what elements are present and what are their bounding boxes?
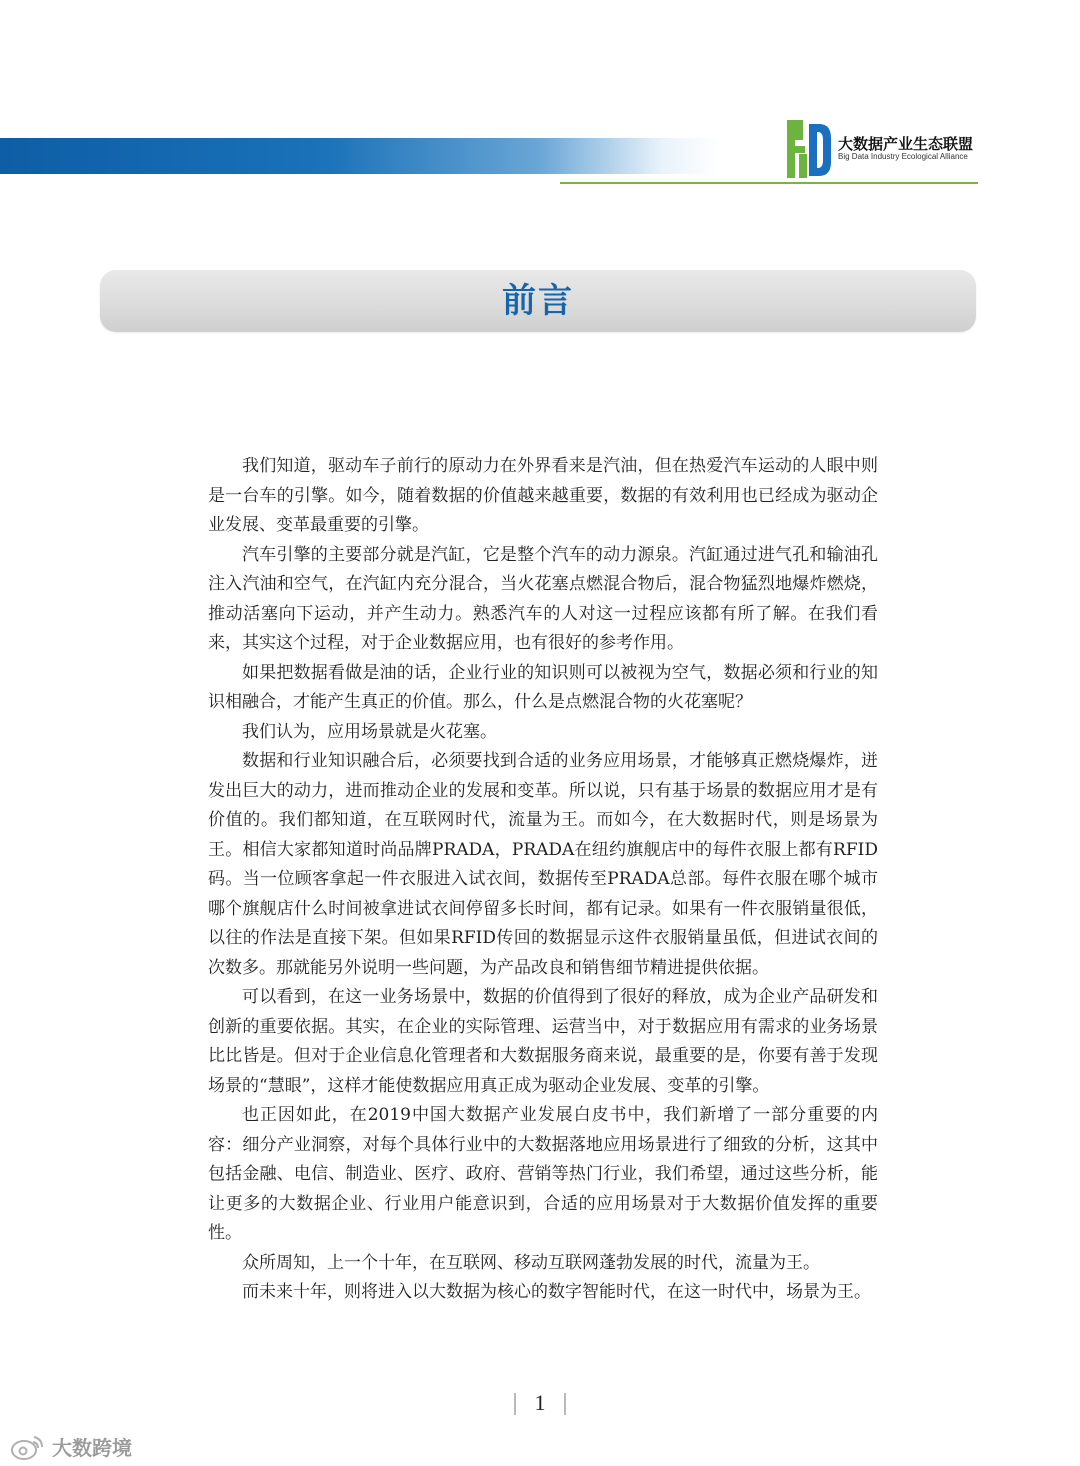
org-name-en: Big Data Industry Ecological Alliance [838, 152, 968, 161]
footer-divider-right [564, 1393, 566, 1415]
paragraph: 而未来十年，则将进入以大数据为核心的数字智能时代，在这一时代中，场景为王。 [242, 1282, 871, 1302]
weibo-logo-icon [10, 1433, 46, 1461]
org-name-cn: 大数据产业生态联盟 [838, 135, 974, 153]
paragraph: 数据和行业知识融合后，必须要找到合适的业务应用场景，才能够真正燃烧爆炸，迸发出巨大的动力，进而推动企业的发展和变革。所以说，只有基于场景的数据应用才是有价值的。我们都知道，在互联网时代，流量为王。而如今，在大数据时代，则是场景为王。相信大家都知道时尚品牌PRADA，PRADA在纽约旗舰店中的每件衣服上都有RFID码。当一位顾客拿起一件衣服进入试衣间，数据传至PRADA总部。每件衣服在哪个城市哪个旗舰店什么时间被拿进试衣间停留多长时间，都有记录。如果有一件衣服销量很低，以往的作法是直接下架。但如果RFID传回的数据显示这件衣服销量虽低，但进试衣间的次数多。那就能另外说明一些问题，为产品改良和销售细节精进提供依据。 [208, 751, 878, 978]
paragraph: 我们知道，驱动车子前行的原动力在外界看来是汽油，但在热爱汽车运动的人眼中则是一台车的引擎。如今，随着数据的价值越来越重要，数据的有效利用也已经成为驱动企业发展、变革最重要的引擎。 [208, 456, 878, 535]
paragraph: 如果把数据看做是油的话，企业行业的知识则可以被视为空气，数据必须和行业的知识相融合，才能产生真正的价值。那么，什么是点燃混合物的火花塞呢？ [208, 662, 878, 712]
page-title: 前言 [502, 281, 574, 321]
paragraph: 汽车引擎的主要部分就是汽缸，它是整个汽车的动力源泉。汽缸通过进气孔和输油孔注入汽油和空气，在汽缸内充分混合，当火花塞点燃混合物后，混合物猛烈地爆炸燃烧，推动活塞向下运动，并产生动力。熟悉汽车的人对这一过程应该都有所了解。在我们看来，其实这个过程，对于企业数据应用，也有很好的参考作用。 [208, 544, 878, 653]
watermark [10, 1432, 132, 1461]
header-line [560, 182, 978, 184]
paragraph: 也正因如此，在2019中国大数据产业发展白皮书中，我们新增了一部分重要的内容：细分产业洞察，对每个具体行业中的大数据落地应用场景进行了细致的分析，这其中包括金融、电信、制造业、医疗、政府、营销等热门行业，我们希望，通过这些分析，能让更多的大数据企业、行业用户能意识到，合适的应用场景对于大数据价值发挥的重要性。 [208, 1105, 878, 1243]
title-bar [100, 270, 976, 332]
header-band [0, 138, 720, 174]
bd-logo-icon [785, 118, 833, 180]
paragraph: 可以看到，在这一业务场景中，数据的价值得到了很好的释放，成为企业产品研发和创新的重要依据。其实，在企业的实际管理、运营当中，对于数据应用有需求的业务场景比比皆是。但对于企业信息化管理者和大数据服务商来说，最重要的是，你要有善于发现场景的“慧眼”，这样才能使数据应用真正成为驱动企业发展、变革的引擎。 [208, 987, 878, 1096]
paragraph: 我们认为，应用场景就是火花塞。 [242, 721, 497, 742]
paragraph: 众所周知，上一个十年，在互联网、移动互联网蓬勃发展的时代，流量为王。 [242, 1252, 820, 1273]
page-number: 1 [534, 1390, 546, 1415]
watermark-text: 大数跨境 [52, 1436, 132, 1460]
body-text [208, 452, 878, 1308]
